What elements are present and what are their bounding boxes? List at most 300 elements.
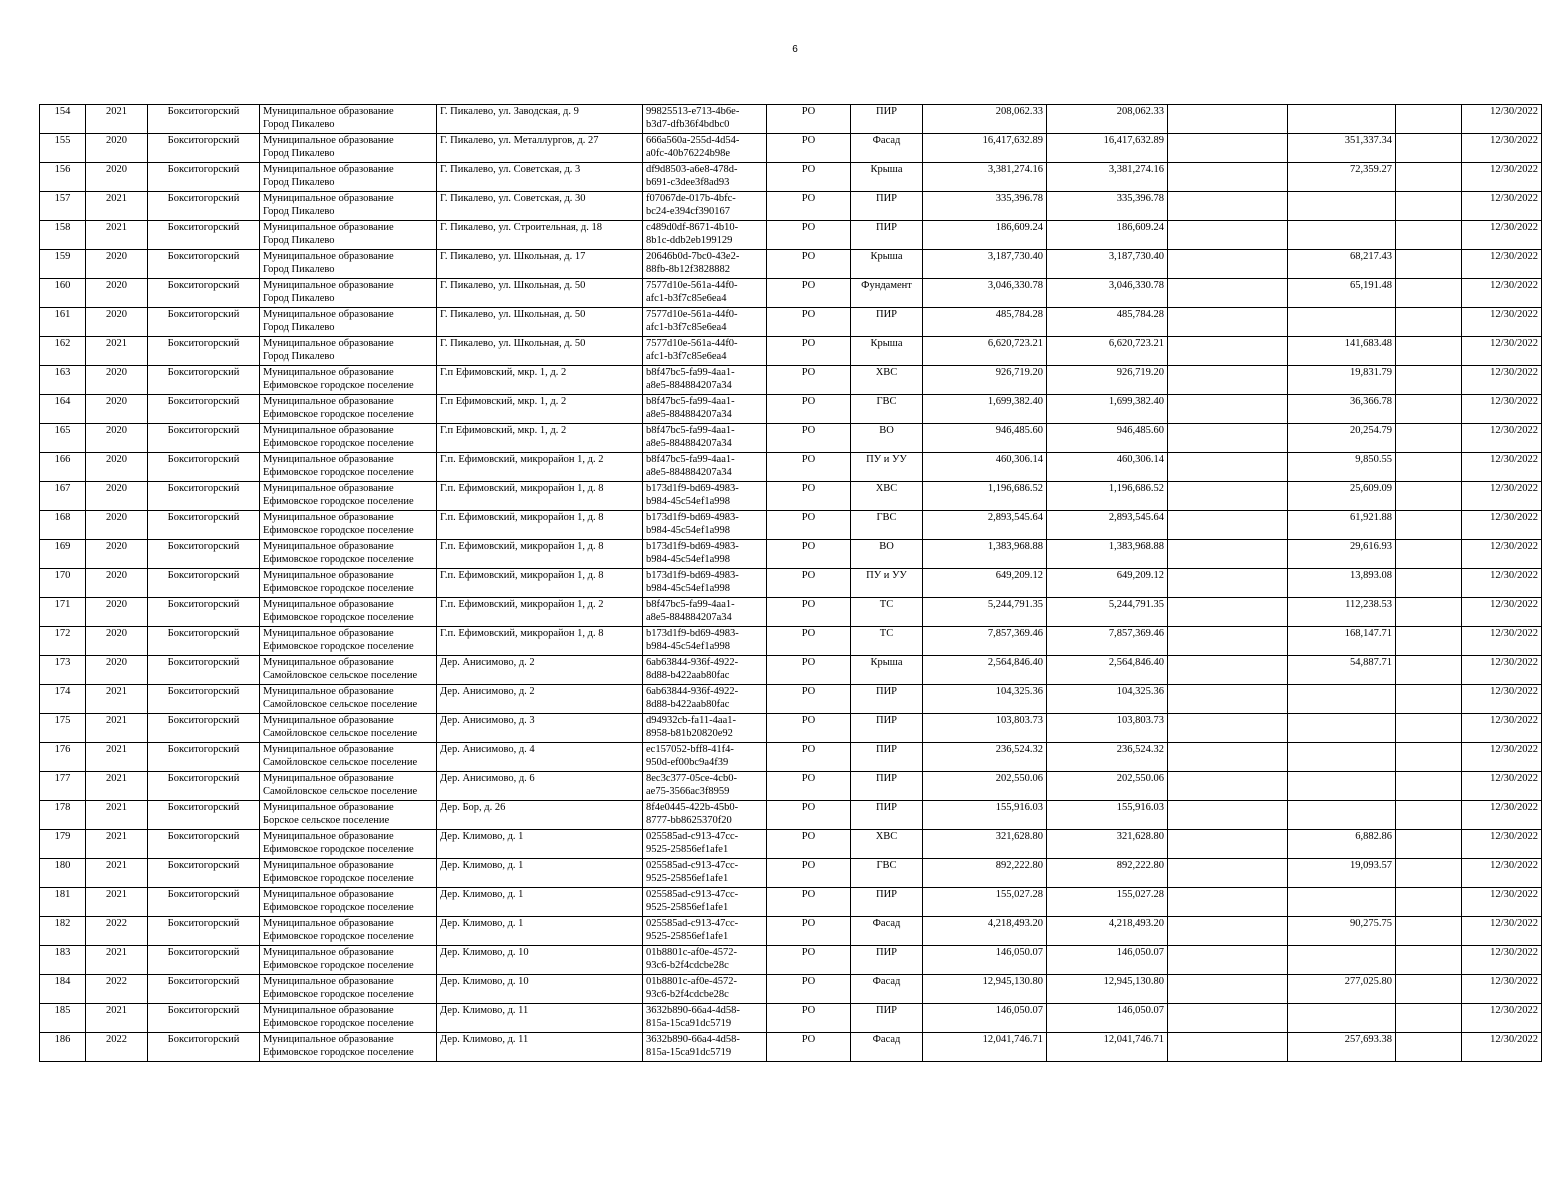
program-cell: РО [767,859,851,888]
cost-cell: 1,699,382.40 [923,395,1047,424]
date-cell: 12/30/2022 [1462,685,1542,714]
year-cell: 2021 [86,105,148,134]
cost-total-cell: 155,916.03 [1047,801,1168,830]
municipality-cell-line-1: Муниципальное образование [263,1034,394,1045]
year-cell: 2021 [86,830,148,859]
municipality-cell [260,279,437,308]
year-cell: 2021 [86,714,148,743]
municipality-cell-line-1: Муниципальное образование [263,309,394,320]
row-number-cell: 163 [40,366,86,395]
program-cell: РО [767,221,851,250]
guid-cell-line-1: 3632b890-66a4-4d58- [646,1034,740,1045]
extra-cell [1168,569,1288,598]
blank-cell [1396,424,1462,453]
extra-cell [1168,888,1288,917]
work-type-cell: ПИР [851,801,923,830]
cost-total-cell: 926,719.20 [1047,366,1168,395]
work-type-cell: ХВС [851,482,923,511]
municipality-cell-line-2: Город Пикалево [263,118,335,130]
date-cell: 12/30/2022 [1462,627,1542,656]
amount-cell [1288,888,1396,917]
cost-cell: 926,719.20 [923,366,1047,395]
table-row [40,1033,1542,1062]
row-number-cell: 171 [40,598,86,627]
district-cell: Бокситогорский [148,627,260,656]
address-cell: Г.п. Ефимовский, микрорайон 1, д. 2 [437,453,643,482]
municipality-cell-line-1: Муниципальное образование [263,367,394,378]
row-number-cell: 169 [40,540,86,569]
guid-cell [643,163,767,192]
date-cell: 12/30/2022 [1462,482,1542,511]
guid-cell-line-2: a8e5-884884207a34 [646,408,732,420]
amount-cell: 20,254.79 [1288,424,1396,453]
table-row [40,772,1542,801]
municipality-cell [260,1004,437,1033]
program-cell: РО [767,714,851,743]
extra-cell [1168,1004,1288,1033]
register-table-body [40,105,1542,1062]
address-cell: Дер. Климово, д. 1 [437,830,643,859]
guid-cell-line-2: b984-45c54ef1a998 [646,582,730,594]
date-cell: 12/30/2022 [1462,1033,1542,1062]
program-cell: РО [767,743,851,772]
amount-cell: 141,683.48 [1288,337,1396,366]
municipality-cell [260,830,437,859]
municipality-cell-line-1: Муниципальное образование [263,396,394,407]
work-type-cell: ПИР [851,221,923,250]
address-cell: Г.п Ефимовский, мкр. 1, д. 2 [437,395,643,424]
date-cell: 12/30/2022 [1462,308,1542,337]
row-number-cell: 168 [40,511,86,540]
guid-cell [643,250,767,279]
cost-cell: 1,196,686.52 [923,482,1047,511]
date-cell: 12/30/2022 [1462,453,1542,482]
amount-cell [1288,192,1396,221]
cost-total-cell: 103,803.73 [1047,714,1168,743]
cost-cell: 202,550.06 [923,772,1047,801]
district-cell: Бокситогорский [148,975,260,1004]
work-type-cell: ПИР [851,308,923,337]
year-cell: 2020 [86,598,148,627]
program-cell: РО [767,975,851,1004]
amount-cell [1288,946,1396,975]
address-cell: Дер. Климово, д. 1 [437,859,643,888]
blank-cell [1396,482,1462,511]
work-type-cell: ПУ и УУ [851,569,923,598]
municipality-cell-line-1: Муниципальное образование [263,599,394,610]
cost-total-cell: 335,396.78 [1047,192,1168,221]
guid-cell [643,830,767,859]
row-number-cell: 162 [40,337,86,366]
municipality-cell-line-2: Город Пикалево [263,205,335,217]
row-number-cell: 158 [40,221,86,250]
amount-cell: 90,275.75 [1288,917,1396,946]
amount-cell [1288,685,1396,714]
blank-cell [1396,540,1462,569]
year-cell: 2021 [86,859,148,888]
address-cell: Г.п. Ефимовский, микрорайон 1, д. 2 [437,598,643,627]
amount-cell: 68,217.43 [1288,250,1396,279]
district-cell: Бокситогорский [148,250,260,279]
date-cell: 12/30/2022 [1462,250,1542,279]
year-cell: 2022 [86,1033,148,1062]
year-cell: 2020 [86,482,148,511]
guid-cell-line-1: b8f47bc5-fa99-4aa1- [646,367,735,378]
table-row [40,192,1542,221]
guid-cell-line-1: b173d1f9-bd69-4983- [646,628,739,639]
program-cell: РО [767,830,851,859]
municipality-cell-line-2: Город Пикалево [263,321,335,333]
year-cell: 2021 [86,1004,148,1033]
district-cell: Бокситогорский [148,1004,260,1033]
guid-cell-line-2: b691-c3dee3f8ad93 [646,176,730,188]
municipality-cell-line-2: Ефимовское городское поселение [263,582,414,594]
guid-cell [643,917,767,946]
amount-cell [1288,743,1396,772]
year-cell: 2020 [86,366,148,395]
municipality-cell-line-1: Муниципальное образование [263,483,394,494]
cost-cell: 104,325.36 [923,685,1047,714]
cost-cell: 3,381,274.16 [923,163,1047,192]
cost-total-cell: 1,196,686.52 [1047,482,1168,511]
district-cell: Бокситогорский [148,366,260,395]
work-type-cell: ПИР [851,685,923,714]
table-row [40,308,1542,337]
cost-cell: 1,383,968.88 [923,540,1047,569]
year-cell: 2021 [86,743,148,772]
guid-cell-line-1: 6ab63844-936f-4922- [646,686,739,697]
amount-cell: 277,025.80 [1288,975,1396,1004]
municipality-cell-line-1: Муниципальное образование [263,454,394,465]
guid-cell-line-1: b8f47bc5-fa99-4aa1- [646,425,735,436]
address-cell: Дер. Анисимово, д. 2 [437,685,643,714]
guid-cell [643,308,767,337]
municipality-cell-line-2: Ефимовское городское поселение [263,901,414,913]
cost-total-cell: 460,306.14 [1047,453,1168,482]
year-cell: 2020 [86,453,148,482]
blank-cell [1396,105,1462,134]
district-cell: Бокситогорский [148,946,260,975]
blank-cell [1396,685,1462,714]
municipality-cell-line-1: Муниципальное образование [263,918,394,929]
date-cell: 12/30/2022 [1462,424,1542,453]
date-cell: 12/30/2022 [1462,772,1542,801]
extra-cell [1168,192,1288,221]
guid-cell-line-1: b173d1f9-bd69-4983- [646,483,739,494]
address-cell: Дер. Анисимово, д. 2 [437,656,643,685]
guid-cell [643,1033,767,1062]
row-number-cell: 160 [40,279,86,308]
guid-cell [643,395,767,424]
address-cell: Г.п. Ефимовский, микрорайон 1, д. 8 [437,482,643,511]
row-number-cell: 167 [40,482,86,511]
municipality-cell-line-1: Муниципальное образование [263,947,394,958]
work-type-cell: Фасад [851,917,923,946]
municipality-cell-line-2: Ефимовское городское поселение [263,524,414,536]
municipality-cell-line-2: Ефимовское городское поселение [263,379,414,391]
cost-total-cell: 202,550.06 [1047,772,1168,801]
guid-cell-line-2: a8e5-884884207a34 [646,611,732,623]
row-number-cell: 179 [40,830,86,859]
year-cell: 2021 [86,801,148,830]
extra-cell [1168,482,1288,511]
guid-cell-line-2: 9525-25856ef1afe1 [646,872,729,884]
address-cell: Г. Пикалево, ул. Школьная, д. 50 [437,308,643,337]
guid-cell-line-2: b984-45c54ef1a998 [646,524,730,536]
extra-cell [1168,917,1288,946]
address-cell: Дер. Климово, д. 1 [437,888,643,917]
guid-cell-line-1: 666a560a-255d-4d54- [646,135,740,146]
row-number-cell: 159 [40,250,86,279]
municipality-cell-line-1: Муниципальное образование [263,628,394,639]
guid-cell-line-2: 9525-25856ef1afe1 [646,901,729,913]
blank-cell [1396,656,1462,685]
blank-cell [1396,1004,1462,1033]
municipality-cell-line-2: Город Пикалево [263,147,335,159]
extra-cell [1168,395,1288,424]
district-cell: Бокситогорский [148,221,260,250]
guid-cell-line-2: 8958-b81b20820e92 [646,727,733,739]
blank-cell [1396,772,1462,801]
guid-cell-line-2: b984-45c54ef1a998 [646,640,730,652]
cost-total-cell: 146,050.07 [1047,946,1168,975]
municipality-cell-line-1: Муниципальное образование [263,135,394,146]
amount-cell: 19,093.57 [1288,859,1396,888]
district-cell: Бокситогорский [148,888,260,917]
cost-cell: 146,050.07 [923,1004,1047,1033]
guid-cell-line-2: 9525-25856ef1afe1 [646,843,729,855]
guid-cell [643,511,767,540]
cost-total-cell: 7,857,369.46 [1047,627,1168,656]
municipality-cell-line-2: Ефимовское городское поселение [263,959,414,971]
guid-cell-line-2: 93c6-b2f4cdcbe28c [646,959,729,971]
work-type-cell: Крыша [851,656,923,685]
extra-cell [1168,598,1288,627]
address-cell: Дер. Климово, д. 10 [437,975,643,1004]
district-cell: Бокситогорский [148,598,260,627]
work-type-cell: Крыша [851,163,923,192]
extra-cell [1168,105,1288,134]
municipality-cell-line-1: Муниципальное образование [263,193,394,204]
guid-cell-line-2: 93c6-b2f4cdcbe28c [646,988,729,1000]
guid-cell-line-2: 9525-25856ef1afe1 [646,930,729,942]
blank-cell [1396,801,1462,830]
guid-cell-line-2: 88fb-8b12f3828882 [646,263,730,275]
year-cell: 2021 [86,192,148,221]
year-cell: 2020 [86,134,148,163]
program-cell: РО [767,888,851,917]
guid-cell-line-1: 025585ad-c913-47cc- [646,889,739,900]
municipality-cell-line-1: Муниципальное образование [263,860,394,871]
guid-cell [643,569,767,598]
amount-cell [1288,1004,1396,1033]
extra-cell [1168,511,1288,540]
guid-cell-line-1: b8f47bc5-fa99-4aa1- [646,599,735,610]
guid-cell-line-1: 8ec3c377-05ce-4cb0- [646,773,737,784]
blank-cell [1396,453,1462,482]
table-row [40,627,1542,656]
year-cell: 2020 [86,424,148,453]
address-cell: Дер. Климово, д. 11 [437,1004,643,1033]
cost-cell: 12,041,746.71 [923,1033,1047,1062]
guid-cell-line-2: afc1-b3f7c85e6ea4 [646,292,727,304]
district-cell: Бокситогорский [148,917,260,946]
row-number-cell: 165 [40,424,86,453]
guid-cell [643,975,767,1004]
cost-total-cell: 5,244,791.35 [1047,598,1168,627]
guid-cell [643,540,767,569]
municipality-cell-line-1: Муниципальное образование [263,889,394,900]
guid-cell-line-1: f07067de-017b-4bfc- [646,193,736,204]
guid-cell-line-1: 20646b0d-7bc0-43e2- [646,251,740,262]
guid-cell-line-1: 01b8801c-af0e-4572- [646,947,737,958]
work-type-cell: ВО [851,540,923,569]
extra-cell [1168,685,1288,714]
address-cell: Г. Пикалево, ул. Советская, д. 3 [437,163,643,192]
guid-cell-line-1: b173d1f9-bd69-4983- [646,512,739,523]
row-number-cell: 176 [40,743,86,772]
municipality-cell [260,250,437,279]
guid-cell-line-2: 8777-bb8625370f20 [646,814,732,826]
guid-cell [643,888,767,917]
cost-total-cell: 892,222.80 [1047,859,1168,888]
district-cell: Бокситогорский [148,859,260,888]
table-row [40,105,1542,134]
table-row [40,830,1542,859]
municipality-cell-line-2: Самойловское сельское поселение [263,785,418,797]
table-row [40,569,1542,598]
municipality-cell-line-1: Муниципальное образование [263,686,394,697]
guid-cell-line-1: c489d0df-8671-4b10- [646,222,739,233]
address-cell: Г.п Ефимовский, мкр. 1, д. 2 [437,424,643,453]
municipality-cell-line-1: Муниципальное образование [263,976,394,987]
municipality-cell-line-2: Ефимовское городское поселение [263,466,414,478]
extra-cell [1168,424,1288,453]
date-cell: 12/30/2022 [1462,134,1542,163]
table-row [40,888,1542,917]
extra-cell [1168,279,1288,308]
guid-cell [643,366,767,395]
municipality-cell-line-1: Муниципальное образование [263,251,394,262]
table-row [40,221,1542,250]
guid-cell-line-2: a8e5-884884207a34 [646,466,732,478]
row-number-cell: 174 [40,685,86,714]
table-row [40,801,1542,830]
address-cell: Г.п. Ефимовский, микрорайон 1, д. 8 [437,540,643,569]
municipality-cell-line-1: Муниципальное образование [263,425,394,436]
year-cell: 2020 [86,569,148,598]
cost-total-cell: 236,524.32 [1047,743,1168,772]
row-number-cell: 184 [40,975,86,1004]
guid-cell-line-2: b984-45c54ef1a998 [646,495,730,507]
work-type-cell: Фасад [851,1033,923,1062]
extra-cell [1168,772,1288,801]
date-cell: 12/30/2022 [1462,743,1542,772]
address-cell: Дер. Климово, д. 10 [437,946,643,975]
row-number-cell: 170 [40,569,86,598]
district-cell: Бокситогорский [148,830,260,859]
municipality-cell [260,221,437,250]
municipality-cell-line-1: Муниципальное образование [263,541,394,552]
guid-cell-line-2: a0fc-40b76224b98e [646,147,730,159]
municipality-cell-line-1: Муниципальное образование [263,744,394,755]
year-cell: 2020 [86,250,148,279]
guid-cell-line-1: ec157052-bff8-41f4- [646,744,734,755]
blank-cell [1396,250,1462,279]
cost-total-cell: 3,046,330.78 [1047,279,1168,308]
guid-cell-line-2: afc1-b3f7c85e6ea4 [646,321,727,333]
cost-total-cell: 649,209.12 [1047,569,1168,598]
cost-total-cell: 186,609.24 [1047,221,1168,250]
address-cell: Г.п. Ефимовский, микрорайон 1, д. 8 [437,569,643,598]
cost-total-cell: 104,325.36 [1047,685,1168,714]
guid-cell [643,627,767,656]
extra-cell [1168,134,1288,163]
municipality-cell-line-2: Ефимовское городское поселение [263,437,414,449]
guid-cell-line-2: 815a-15ca91dc5719 [646,1046,732,1058]
page-number: 6 [792,44,798,55]
date-cell: 12/30/2022 [1462,656,1542,685]
year-cell: 2022 [86,975,148,1004]
guid-cell-line-2: a8e5-884884207a34 [646,437,732,449]
district-cell: Бокситогорский [148,308,260,337]
guid-cell-line-1: 01b8801c-af0e-4572- [646,976,737,987]
row-number-cell: 172 [40,627,86,656]
municipality-cell-line-1: Муниципальное образование [263,715,394,726]
guid-cell-line-2: ae75-3566ac3f8959 [646,785,730,797]
blank-cell [1396,598,1462,627]
date-cell: 12/30/2022 [1462,192,1542,221]
amount-cell: 13,893.08 [1288,569,1396,598]
program-cell: РО [767,685,851,714]
work-type-cell: ГВС [851,395,923,424]
municipality-cell-line-2: Ефимовское городское поселение [263,553,414,565]
extra-cell [1168,946,1288,975]
guid-cell [643,946,767,975]
municipality-cell-line-1: Муниципальное образование [263,280,394,291]
work-type-cell: ВО [851,424,923,453]
amount-cell: 6,882.86 [1288,830,1396,859]
municipality-cell-line-1: Муниципальное образование [263,570,394,581]
guid-cell-line-2: 8d88-b422aab80fac [646,698,730,710]
municipality-cell-line-2: Ефимовское городское поселение [263,988,414,1000]
guid-cell-line-1: df9d8503-a6e8-478d- [646,164,738,175]
work-type-cell: Крыша [851,337,923,366]
work-type-cell: ГВС [851,511,923,540]
program-cell: РО [767,598,851,627]
extra-cell [1168,163,1288,192]
table-row [40,337,1542,366]
blank-cell [1396,511,1462,540]
guid-cell-line-1: b173d1f9-bd69-4983- [646,541,739,552]
cost-total-cell: 485,784.28 [1047,308,1168,337]
municipality-cell [260,192,437,221]
blank-cell [1396,134,1462,163]
cost-cell: 485,784.28 [923,308,1047,337]
date-cell: 12/30/2022 [1462,917,1542,946]
cost-total-cell: 4,218,493.20 [1047,917,1168,946]
guid-cell [643,772,767,801]
row-number-cell: 155 [40,134,86,163]
year-cell: 2020 [86,540,148,569]
row-number-cell: 178 [40,801,86,830]
municipality-cell-line-2: Борское сельское поселение [263,814,390,826]
year-cell: 2020 [86,627,148,656]
row-number-cell: 173 [40,656,86,685]
district-cell: Бокситогорский [148,714,260,743]
municipality-cell [260,134,437,163]
blank-cell [1396,192,1462,221]
